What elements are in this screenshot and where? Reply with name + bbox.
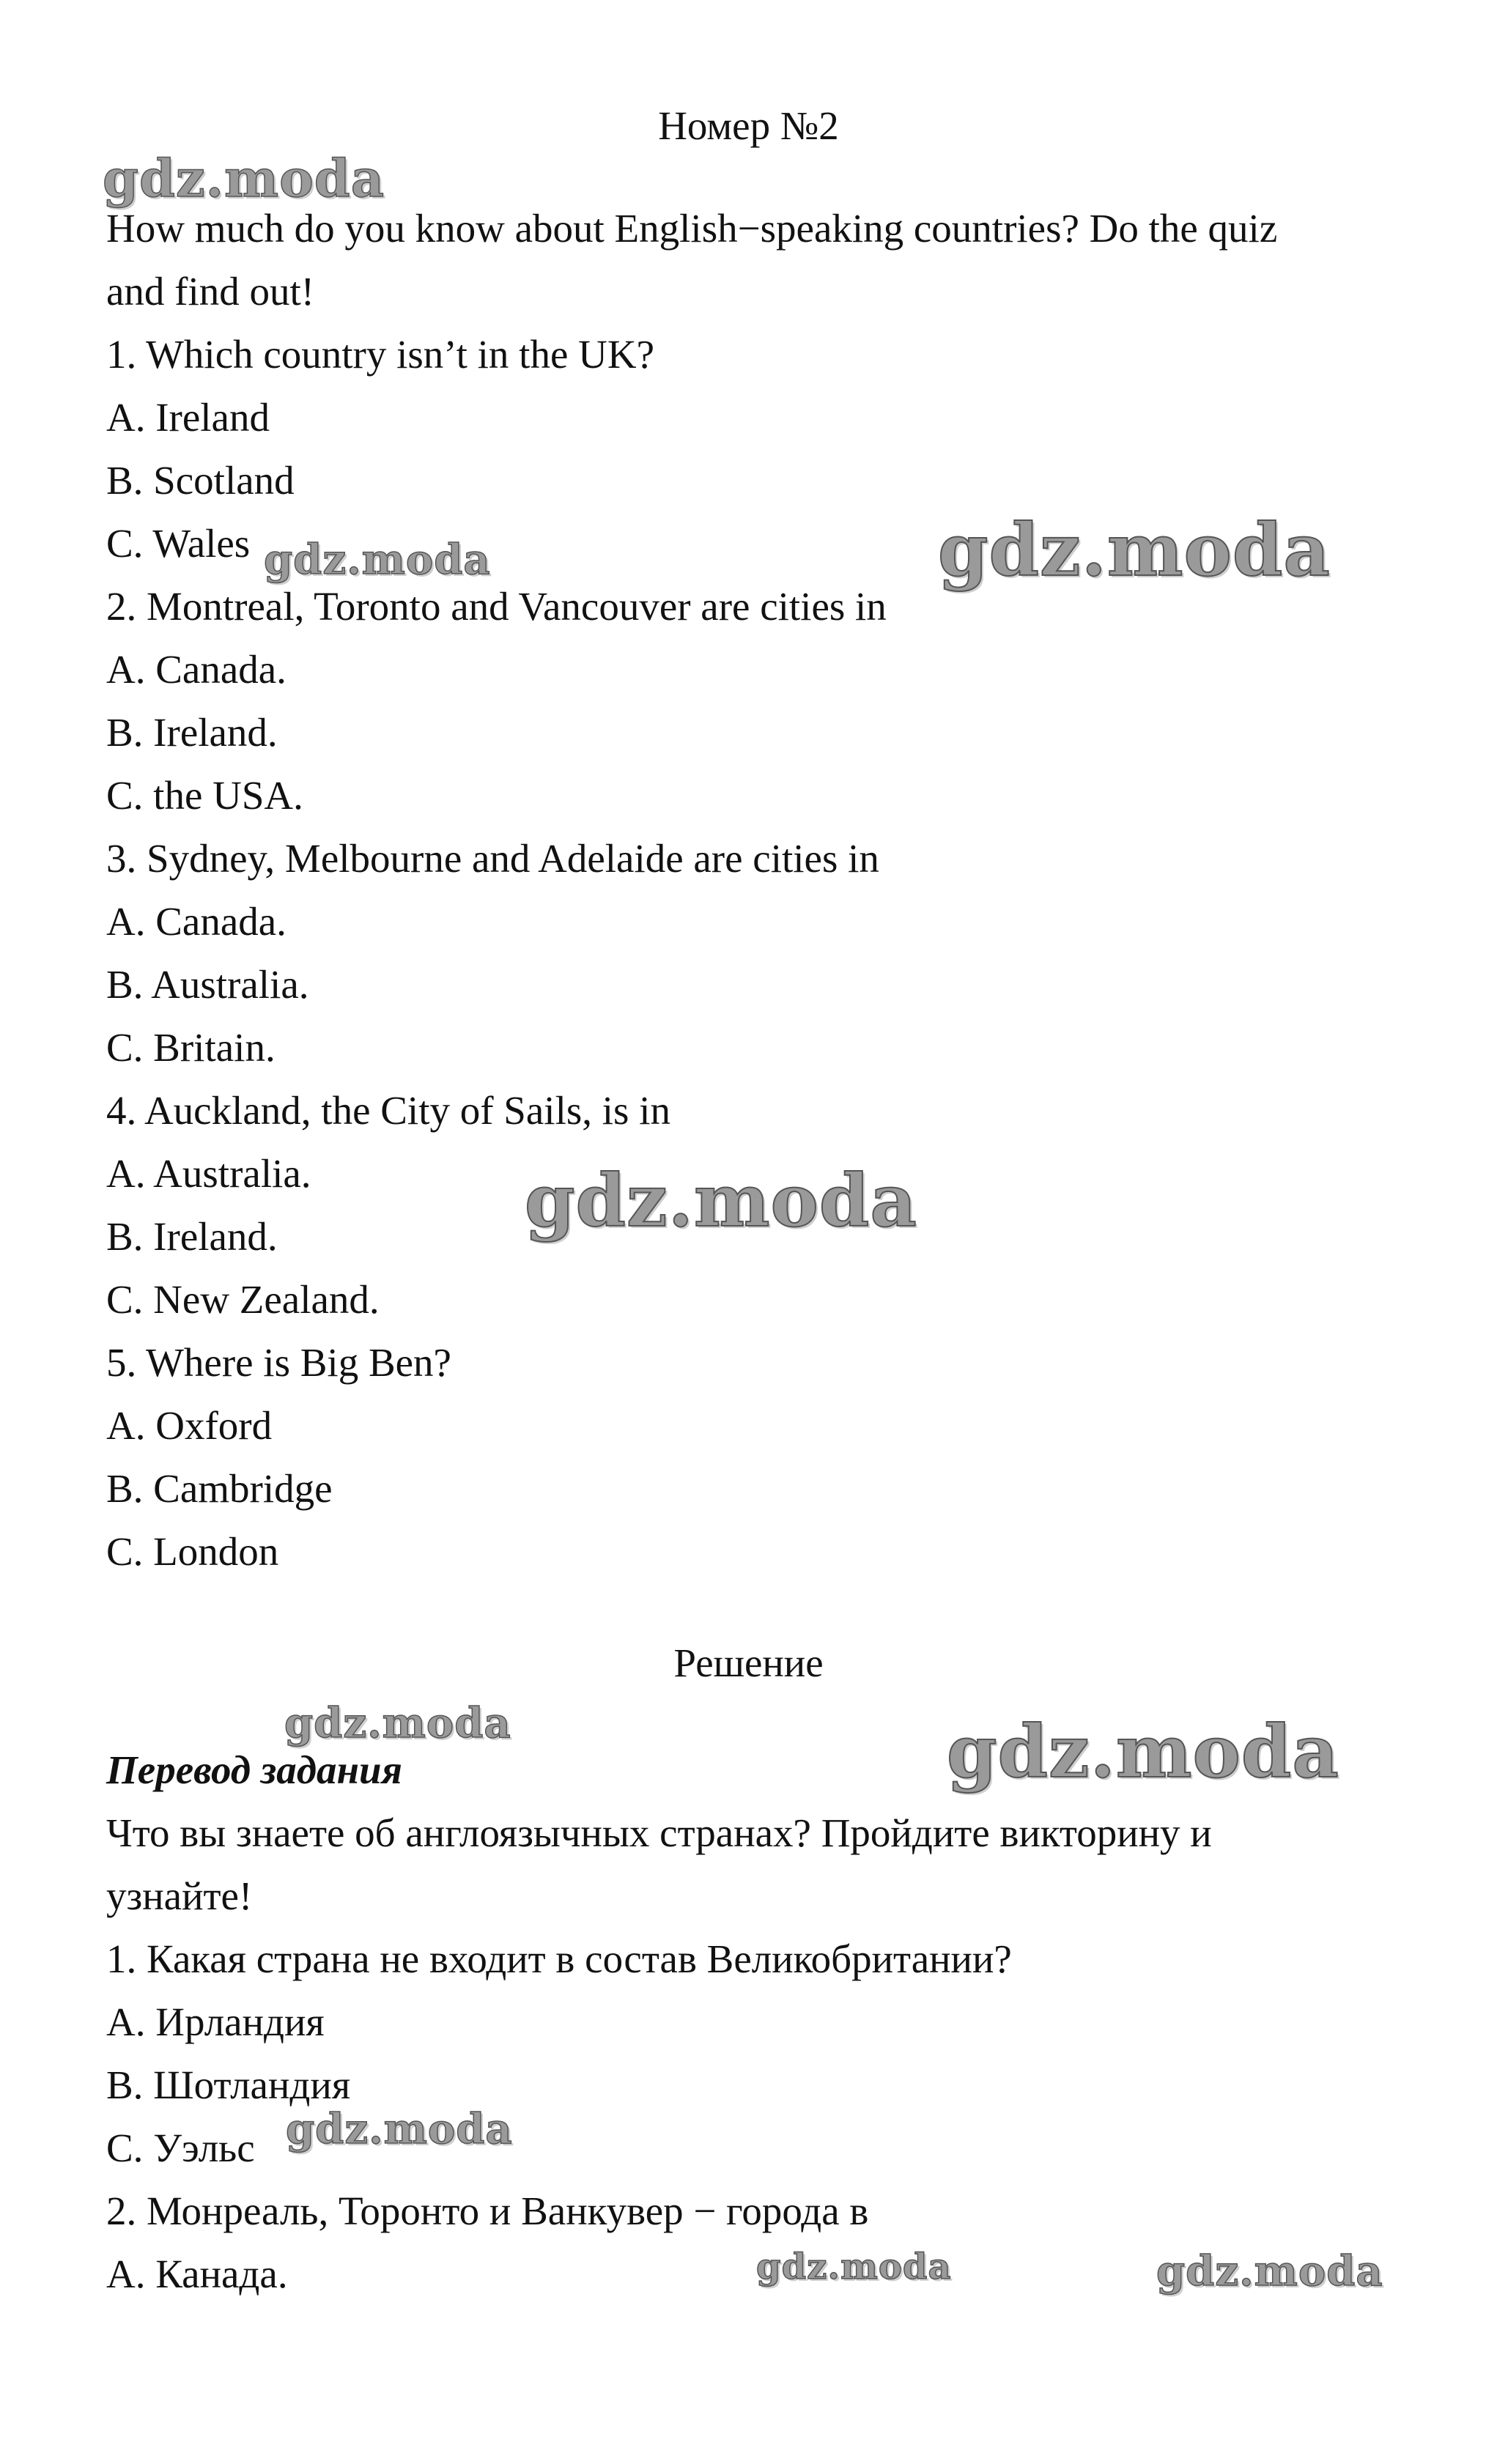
question-5-option-c: C. London <box>106 1529 279 1574</box>
task-intro-line-2: and find out! <box>106 269 315 314</box>
watermark: gdz.moda <box>284 1699 511 1747</box>
translation-question-2: 2. Монреаль, Торонто и Ванкувер − города в <box>106 2189 869 2233</box>
question-2: 2. Montreal, Toronto and Vancouver are cities in <box>106 584 887 629</box>
watermark: gdz.moda <box>286 2105 513 2153</box>
translation-question-1-option-a: A. Ирландия <box>106 1999 325 2044</box>
task-intro-line-1: How much do you know about English−speaking countries? Do the quiz <box>106 206 1278 251</box>
question-3: 3. Sydney, Melbourne and Adelaide are cities in <box>106 836 879 881</box>
question-2-option-a: A. Canada. <box>106 647 287 692</box>
question-2-option-b: B. Ireland. <box>106 710 278 755</box>
question-3-option-b: B. Australia. <box>106 962 309 1007</box>
solution-title: Решение <box>673 1640 824 1685</box>
question-4-option-c: C. New Zealand. <box>106 1277 380 1322</box>
task-title: Номер №2 <box>658 103 839 148</box>
translation-question-1-option-c: C. Уэльс <box>106 2126 255 2170</box>
watermark: gdz.moda <box>938 508 1331 593</box>
question-1-option-c: C. Wales <box>106 521 251 566</box>
translation-intro-line-2: узнайте! <box>106 1873 253 1918</box>
translation-question-1: 1. Какая страна не входит в состав Великобритании? <box>106 1936 1012 1981</box>
question-5-option-b: B. Cambridge <box>106 1466 333 1511</box>
question-1-option-b: B. Scotland <box>106 458 295 503</box>
watermark: gdz.moda <box>1156 2247 1383 2295</box>
translation-intro-line-1: Что вы знаете об англоязычных странах? Пройдите викторину и <box>106 1810 1212 1855</box>
question-2-option-c: C. the USA. <box>106 773 303 818</box>
question-4: 4. Auckland, the City of Sails, is in <box>106 1088 670 1133</box>
watermark: gdz.moda <box>525 1159 917 1243</box>
translation-question-2-option-a: A. Канада. <box>106 2252 288 2296</box>
watermark: gdz.moda <box>103 148 385 209</box>
watermark: gdz.moda <box>756 2246 952 2287</box>
watermark: gdz.moda <box>947 1710 1339 1794</box>
question-3-option-c: C. Britain. <box>106 1025 276 1070</box>
question-4-option-b: B. Ireland. <box>106 1214 278 1259</box>
translation-heading: Перевод задания <box>106 1747 402 1792</box>
question-1: 1. Which country isn’t in the UK? <box>106 332 654 377</box>
question-5-option-a: A. Oxford <box>106 1403 273 1448</box>
question-3-option-a: A. Canada. <box>106 899 287 944</box>
translation-question-1-option-b: B. Шотландия <box>106 2062 351 2107</box>
question-1-option-a: A. Ireland <box>106 395 270 440</box>
watermark: gdz.moda <box>264 536 491 584</box>
question-5: 5. Where is Big Ben? <box>106 1340 451 1385</box>
question-4-option-a: A. Australia. <box>106 1151 311 1196</box>
